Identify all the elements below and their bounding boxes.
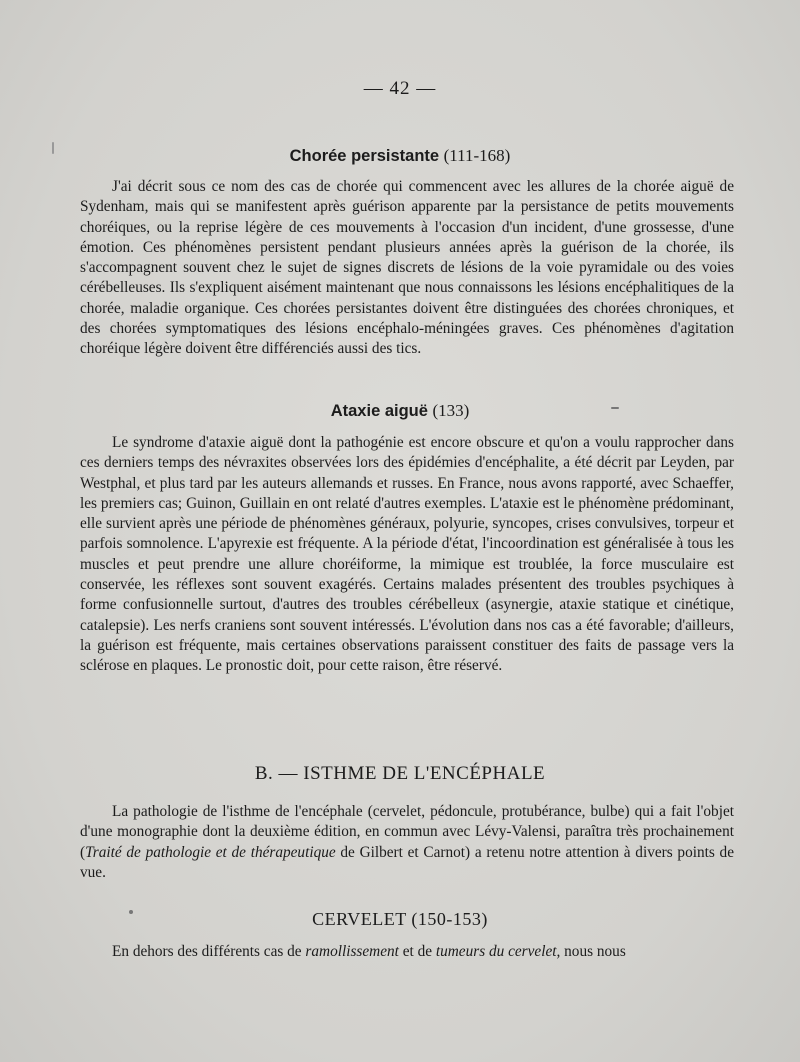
paragraph-text: et de	[398, 943, 436, 960]
paragraph-text: La pathologie de l'isthme de l'encéphale (cervelet, pédoncule, protubérance, bulbe) qui a fait l'objet d'une monographie dont la deuxième édition, en commun avec Lévy-Valensi, paraîtra très prochainement (	[80, 803, 734, 861]
ink-speck	[611, 407, 619, 409]
page-number: — 42 —	[363, 78, 437, 99]
ink-speck	[129, 910, 133, 914]
emphasis-text: ramollissement	[305, 943, 399, 960]
book-title: Traité de pathologie et de thérapeutique	[85, 843, 336, 861]
paragraph-text: de Gilbert et Carnot) a retenu notre attention à divers points de vue.	[80, 843, 734, 881]
paragraph-text: nous nous	[560, 943, 626, 960]
paragraph-text: En dehors des différents cas de	[112, 943, 306, 960]
section-heading-cervelet: CERVELET (150-153)	[312, 909, 488, 929]
paragraph-isthme-encephale	[80, 802, 734, 883]
ink-speck	[52, 142, 54, 154]
paragraph-cervelet	[80, 942, 734, 962]
section-heading-reference: (111-168)	[443, 146, 511, 165]
emphasis-text: tumeurs du cervelet,	[435, 943, 561, 960]
paragraph-choree-persistante: J'ai décrit sous ce nom des cas de chorée qui commencent avec les allures de la chorée aiguë de Sydenham, mais qui se manifestent après guérison apparente par la persistance de petits mouvements choréiques, ou la reprise légère de ces mouvements à l'occasion d'un incident, d'une grossesse, d'une émotion. Ces phénomènes persistent pendant plusieurs années après la guérison de la chorée, ils s'accompagnent souvent chez le sujet de signes discrets de lésions de la voie pyramidale ou des voies cérébelleuses. Ils s'expliquent aisément maintenant que nous connaissons les lésions encéphalitiques de la chorée, maladie organique. Ces chorées persistantes doivent être distinguées des chorées chroniques, et des chorées symptomatiques des lésions encéphalo-méningées graves. Ces phénomènes d'agitation choréique légère doivent être différenciés aussi des tics.	[80, 178, 734, 358]
paragraph-ataxie-aigue: Le syndrome d'ataxie aiguë dont la pathogénie est encore obscure et qu'on a voulu rapprocher dans ces derniers temps des névraxites observées lors des épidémies d'encéphalite, a été décrit par Leyden, par Westphal, et plus tard par les auteurs allemands et russes. En France, nous avons rapporté, avec Schaeffer, les premiers cas; Guinon, Guillain en ont relaté d'autres exemples. L'ataxie est le phénomène prédominant, elle survient après une période de phénomènes généraux, polyurie, syncopes, crises convulsives, torpeur et parfois somnolence. L'apyrexie est fréquente. A la période d'état, l'incoordination est généralisée à tous les muscles et peut prendre une allure choréiforme, la mimique est troublée, la force musculaire est conservée, les réflexes sont souvent exagérés. Certains malades présentent des troubles psychiques à forme confusionnelle surtout, d'autres des troubles cérébelleux (asynergie, ataxie statique et cinétique, catalepsie). Les nerfs craniens sont souvent intéressés. L'évolution dans nos cas a été favorable; d'ailleurs, la guérison est fréquente, mais certaines observations paraissent constituer des faits de passage vers la sclérose en plaques. Le pronostic doit, pour cette raison, être réservé.	[80, 434, 734, 675]
section-heading-ataxie-aigue	[0, 400, 800, 421]
section-heading-isthme-encephale: B. — ISTHME DE L'ENCÉPHALE	[254, 763, 546, 784]
section-heading-reference: (133)	[432, 401, 470, 420]
section-heading-title: Chorée persistante	[289, 147, 440, 165]
section-heading-title: Ataxie aiguë	[330, 402, 428, 420]
section-heading-choree-persistante	[0, 145, 800, 166]
